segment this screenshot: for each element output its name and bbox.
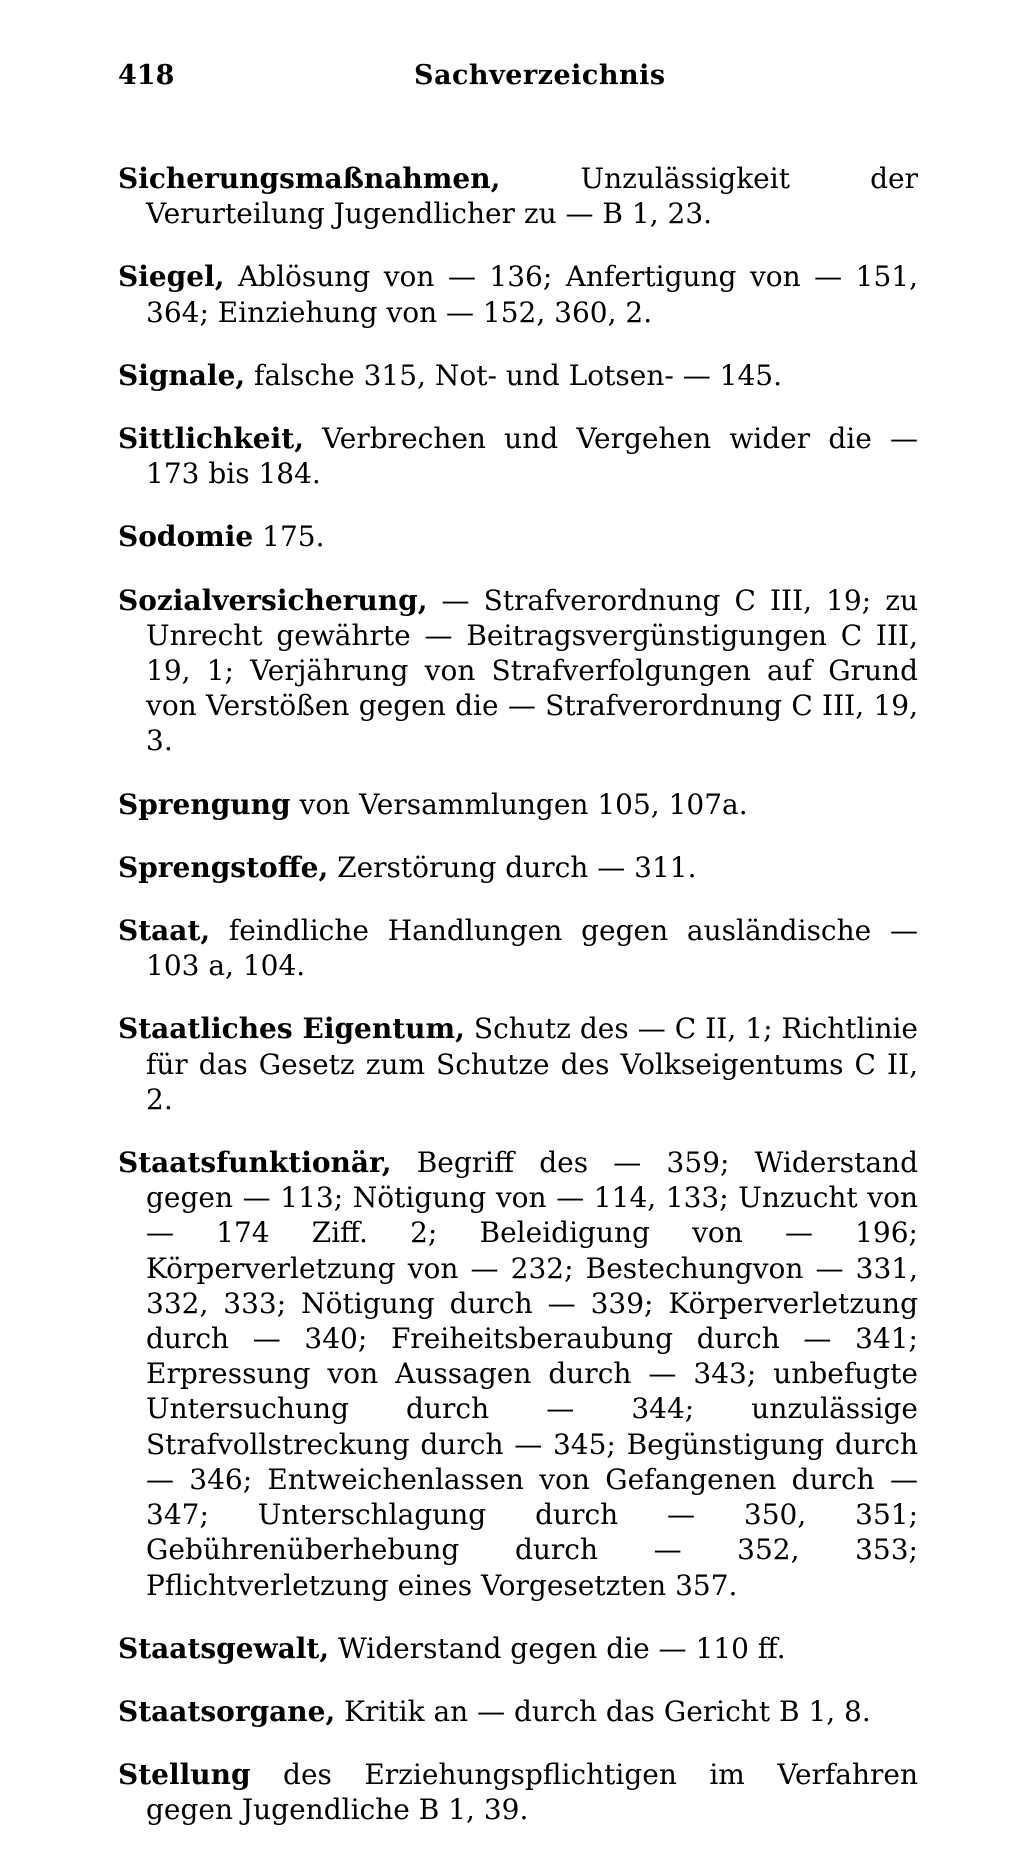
entry-term: Signale,	[118, 358, 246, 392]
index-entry	[118, 1631, 918, 1666]
entry-term: Stellung	[118, 1758, 251, 1792]
index-entry	[118, 358, 918, 393]
entry-term: Sittlichkeit,	[118, 422, 304, 456]
entry-text: Zerstörung durch — 311.	[328, 850, 697, 884]
index-entry	[118, 850, 918, 885]
index-entry	[118, 1757, 918, 1827]
index-entry	[118, 1694, 918, 1729]
entry-text: des Erziehungspflichtigen im Verfahren gegen Jugendliche B 1, 39.	[146, 1758, 918, 1827]
index-entry	[118, 1145, 918, 1603]
index-entry	[118, 583, 918, 759]
entry-term: Siegel,	[118, 260, 225, 294]
entry-text: Ablösung von — 136; Anfertigung von — 151, 364; Einziehung von — 152, 360, 2.	[146, 260, 918, 329]
entry-term: Sodomie	[118, 520, 254, 554]
entry-text: Unzulässigkeit der Verurteilung Jugendlicher zu — B 1, 23.	[146, 162, 918, 231]
entry-term: Staatsorgane,	[118, 1694, 336, 1728]
entry-term: Staat,	[118, 914, 211, 948]
entry-term: Staatsfunktionär,	[118, 1146, 392, 1180]
index-entry	[118, 1011, 918, 1117]
page-number: 418	[118, 60, 175, 91]
entry-text: feindliche Handlungen gegen ausländische — 103 a, 104.	[146, 914, 918, 983]
entry-text: 175.	[253, 520, 325, 554]
entry-term: Sprengung	[118, 787, 291, 821]
entry-text: Begriff des — 359; Widerstand gegen — 113; Nötigung von — 114, 133; Unzucht von — 174 Ziff. 2; Beleidigung von — 196; Körperverletzung von — 232; Bestechungvon — 331, 332, 333; Nötigung durch — 339; Körperverletzung durch — 340; Freiheitsberaubung durch — 341; Erpressung von Aussagen durch — 343; unbefugte Untersuchung durch — 344; unzulässige Strafvollstreckung durch — 345; Begünstigung durch — 346; Entweichenlassen von Gefangenen durch — 347; Unterschlagung durch — 350, 351; Gebührenüberhebung durch — 352, 353; Pflichtverletzung eines Vorgesetzten 357.	[146, 1146, 918, 1602]
index-entry	[118, 161, 918, 231]
running-head-title: Sachverzeichnis	[414, 60, 666, 91]
entry-text: Widerstand gegen die — 110 ff.	[329, 1631, 786, 1665]
index-entry	[118, 421, 918, 491]
entry-term: Sicherungsmaßnahmen,	[118, 162, 501, 195]
index-entry	[118, 787, 918, 822]
entry-term: Sprengstoffe,	[118, 850, 329, 884]
entry-text: Verbrechen und Vergehen wider die — 173 bis 184.	[146, 422, 918, 491]
entry-text: von Versammlungen 105, 107a.	[290, 787, 748, 821]
entry-term: Sozialversicherung,	[118, 583, 428, 617]
index-entry	[118, 913, 918, 983]
index-entry	[118, 259, 918, 329]
entry-text: falsche 315, Not- und Lotsen- — 145.	[245, 358, 782, 392]
entry-term: Staatliches Eigentum,	[118, 1012, 465, 1046]
index-entry	[118, 519, 918, 554]
entry-text: Kritik an — durch das Gericht B 1, 8.	[335, 1694, 871, 1728]
entry-term: Staatsgewalt,	[118, 1631, 330, 1665]
index-entries	[118, 133, 918, 1856]
entry-text: Schutz des — C II, 1; Richtlinie für das Gesetz zum Schutze des Volkseigentums C II, 2.	[146, 1012, 919, 1116]
entry-text: — Strafverordnung C III, 19; zu Unrecht gewährte — Beitragsvergünstigungen C III, 19, 1; Verjährung von Strafverfolgungen auf Grund von Verstößen gegen die — Strafverordnung C III, 19, 3.	[146, 583, 918, 758]
